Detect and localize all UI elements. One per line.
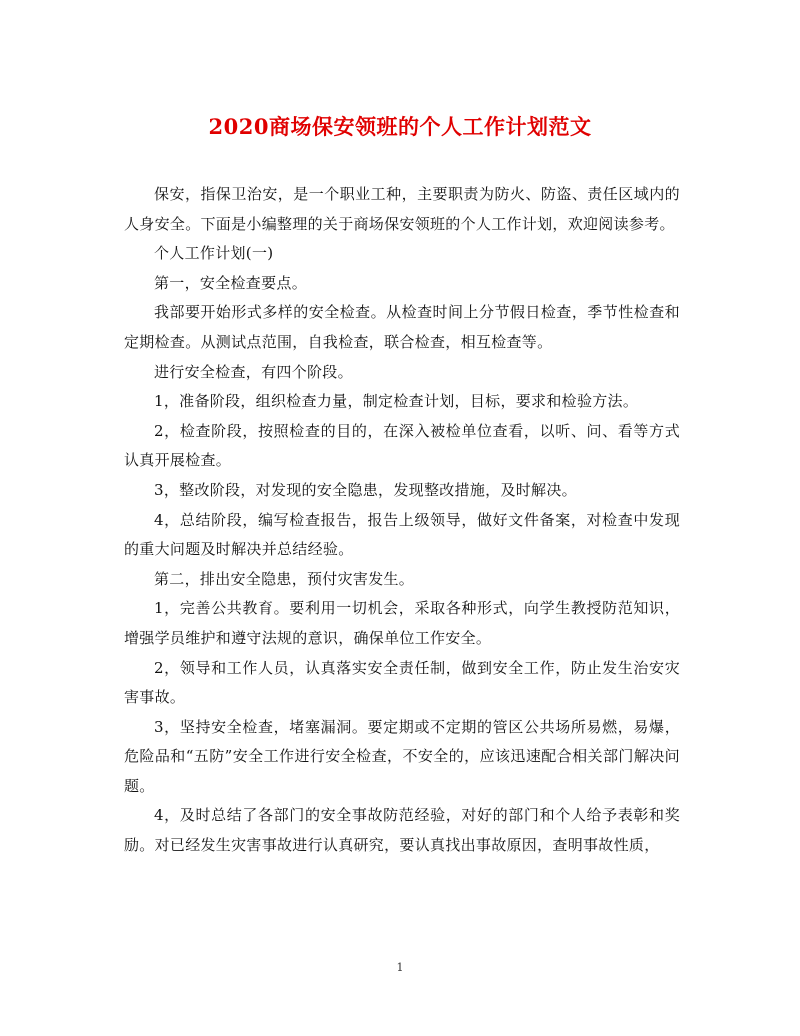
paragraph: 3，坚持安全检查，堵塞漏洞。要定期或不定期的管区公共场所易燃，易爆，危险品和“五防”安全工作进行安全检查，不安全的，应该迅速配合相关部门解决问题。: [124, 717, 680, 795]
paragraph: 1，完善公共教育。要利用一切机会，采取各种形式，向学生教授防范知识，增强学员维护和遵守法规的意识，确保单位工作安全。: [124, 599, 680, 647]
paragraph-plan-heading: 个人工作计划(一): [154, 244, 274, 263]
paragraph-section-one: 第一，安全检查要点。: [154, 273, 308, 292]
paragraph: 3，整改阶段，对发现的安全隐患，发现整改措施，及时解决。: [154, 480, 577, 499]
paragraph: 4，及时总结了各部门的安全事故防范经验，对好的部门和个人给予表彰和奖励。对已经发生灾害事故进行认真研究，要认真找出事故原因，查明事故性质，: [124, 806, 680, 855]
paragraph: 1，准备阶段，组织检查力量，制定检查计划，目标，要求和检验方法。: [154, 392, 639, 411]
page-number: 1: [396, 961, 404, 974]
paragraph: 2，检查阶段，按照检查的目的，在深入被检单位查看，以听、问、看等方式认真开展检查。: [124, 421, 680, 470]
document-body: [124, 180, 680, 861]
paragraph-section-two: 第二，排出安全隐患，预付灾害发生。: [154, 569, 415, 588]
paragraph-intro: 保安，指保卫治安，是一个职业工种，主要职责为防火、防盗、责任区域内的人身安全。下面是小编整理的关于商场保安领班的个人工作计划，欢迎阅读参考。: [124, 185, 680, 233]
paragraph: 2，领导和工作人员，认真落实安全责任制，做到安全工作，防止发生治安灾害事故。: [124, 658, 680, 707]
paragraph: 进行安全检查，有四个阶段。: [154, 362, 353, 381]
paragraph: 4，总结阶段，编写检查报告，报告上级领导，做好文件备案，对检查中发现的重大问题及时解决并总结经验。: [124, 510, 680, 559]
paragraph: 我部要开始形式多样的安全检查。从检查时间上分节假日检查，季节性检查和定期检查。从测试点范围，自我检查，联合检查，相互检查等。: [124, 303, 680, 351]
document-title: 2020商场保安领班的个人工作计划范文: [208, 114, 592, 139]
